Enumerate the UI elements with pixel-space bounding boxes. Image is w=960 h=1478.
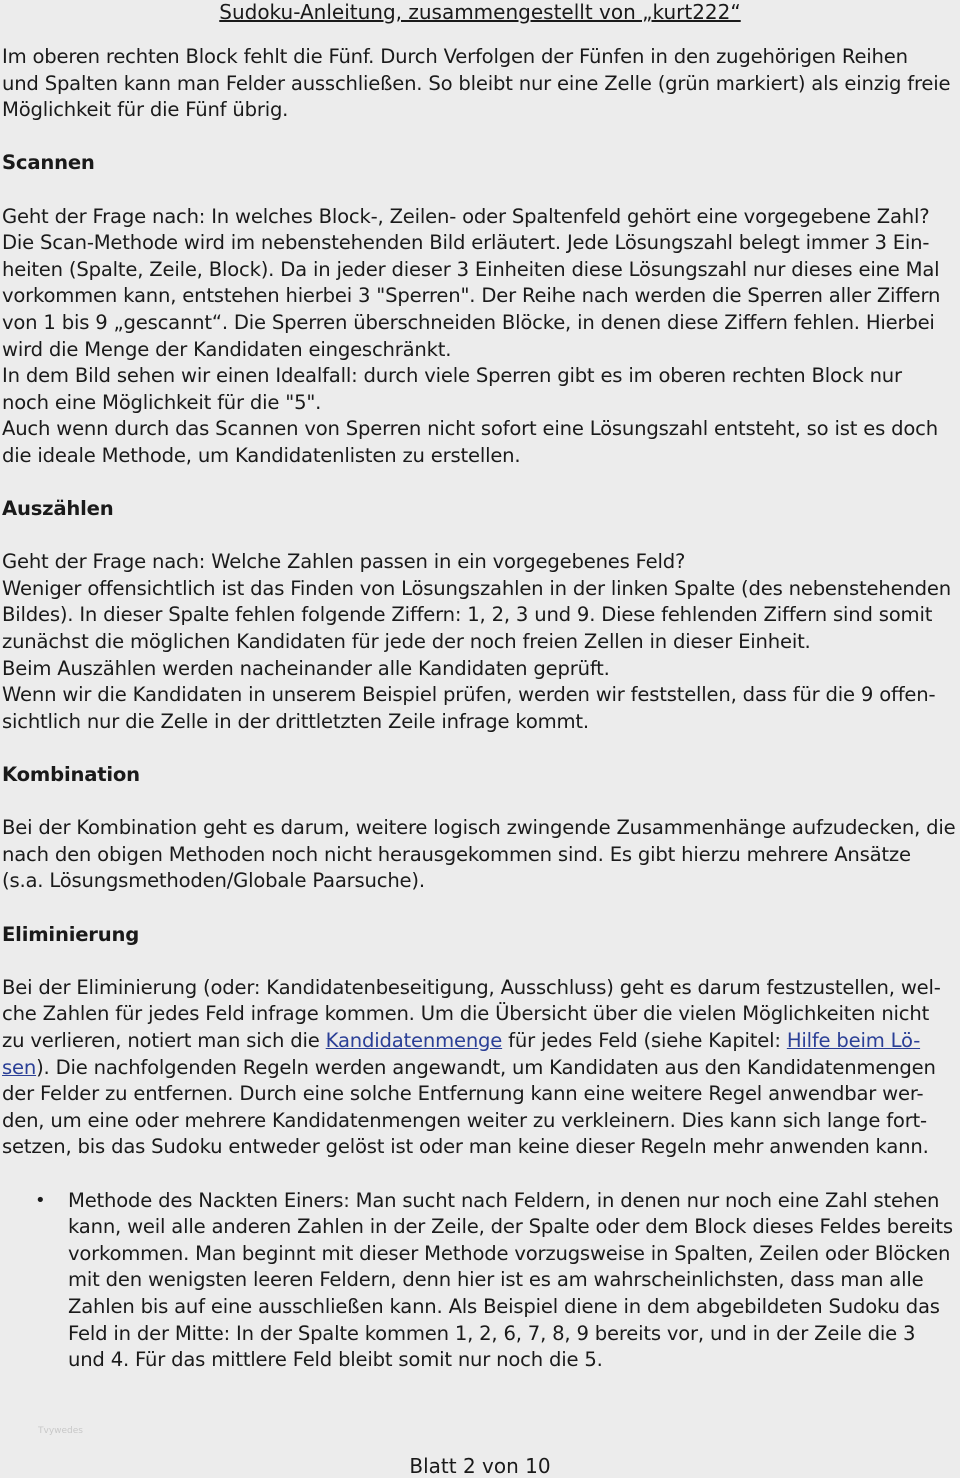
scannen-line: vorkommen kann, entstehen hierbei 3 "Sperren". Der Reihe nach werden die Sperren aller Ziffern bbox=[2, 284, 941, 308]
bullet-list-item bbox=[2, 1188, 960, 1374]
auszaehlen-line: sichtlich nur die Zelle in der drittletzten Zeile infrage kommt. bbox=[2, 709, 589, 733]
bullet-line: kann, weil alle anderen Zahlen in der Zeile, der Spalte oder dem Block dieses Feldes bereits bbox=[68, 1215, 953, 1239]
page-footer bbox=[0, 1454, 960, 1478]
scannen-line: Auch wenn durch das Scannen von Sperren nicht sofort eine Lösungszahl entsteht, so ist es doch bbox=[2, 417, 938, 441]
eliminierung-line: Bei der Eliminierung (oder: Kandidatenbeseitigung, Ausschluss) geht es darum festzustellen, wel- bbox=[2, 975, 941, 999]
document-body bbox=[2, 44, 960, 1374]
kombination-line: Bei der Kombination geht es darum, weitere logisch zwingende Zusammenhänge aufzudecken, die bbox=[2, 816, 956, 840]
intro-paragraph bbox=[2, 44, 960, 124]
eliminierung-line-with-links bbox=[2, 1028, 960, 1055]
page-header bbox=[0, 0, 960, 24]
bullet-line: Zahlen bis auf eine ausschließen kann. Als Beispiel diene in dem abgebildeten Sudoku das bbox=[68, 1294, 940, 1318]
document-title: Sudoku-Anleitung, zusammengestellt von „kurt222“ bbox=[219, 0, 741, 24]
kombination-line: (s.a. Lösungsmethoden/Globale Paarsuche). bbox=[2, 869, 425, 893]
eliminierung-line: setzen, bis das Sudoku entweder gelöst ist oder man keine dieser Regeln mehr anwenden kann. bbox=[2, 1135, 929, 1159]
eliminierung-line: den, um eine oder mehrere Kandidatenmengen weiter zu verkleinern. Dies kann sich lange fort- bbox=[2, 1108, 927, 1132]
auszaehlen-line: Beim Auszählen werden nacheinander alle Kandidaten geprüft. bbox=[2, 656, 610, 680]
scannen-line: In dem Bild sehen wir einen Idealfall: durch viele Sperren gibt es im oberen rechten Block nur bbox=[2, 364, 902, 388]
intro-line: und Spalten kann man Felder ausschließen. So bleibt nur eine Zelle (grün markiert) als einzig freie bbox=[2, 71, 951, 95]
auszaehlen-paragraph bbox=[2, 549, 960, 735]
section-heading-auszaehlen: Auszählen bbox=[2, 497, 114, 521]
bullet-line: Methode des Nackten Einers: Man sucht nach Feldern, in denen nur noch eine Zahl stehen bbox=[68, 1188, 940, 1212]
bullet-line: Feld in der Mitte: In der Spalte kommen 1, 2, 6, 7, 8, 9 bereits vor, und in der Zeile die 3 bbox=[68, 1321, 916, 1345]
eliminierung-text: ). Die nachfolgenden Regeln werden angewandt, um Kandidaten aus den Kandidatenmengen bbox=[36, 1055, 936, 1079]
auszaehlen-line: Bildes). In dieser Spalte fehlen folgende Ziffern: 1, 2, 3 und 9. Diese fehlenden Ziffern sind somit bbox=[2, 603, 933, 627]
intro-line: Im oberen rechten Block fehlt die Fünf. Durch Verfolgen der Fünfen in den zugehörigen Reihen bbox=[2, 45, 908, 68]
bullet-line: vorkommen. Man beginnt mit dieser Methode vorzugsweise in Spalten, Zeilen oder Blöcken bbox=[68, 1241, 951, 1265]
eliminierung-paragraph bbox=[2, 975, 960, 1161]
eliminierung-text: für jedes Feld (siehe Kapitel: bbox=[502, 1028, 787, 1052]
scannen-line: noch eine Möglichkeit für die "5". bbox=[2, 390, 322, 414]
eliminierung-text: zu verlieren, notiert man sich die bbox=[2, 1028, 326, 1052]
bullet-line: und 4. Für das mittlere Feld bleibt somit nur noch die 5. bbox=[68, 1348, 603, 1372]
scannen-line: von 1 bis 9 „gescannt“. Die Sperren überschneiden Blöcke, in denen diese Ziffern fehlen. Hierbei bbox=[2, 310, 935, 334]
bullet-icon: • bbox=[35, 1189, 46, 1211]
auszaehlen-line: zunächst die möglichen Kandidaten für jede der noch freien Zellen in dieser Einheit. bbox=[2, 630, 811, 654]
intro-line: Möglichkeit für die Fünf übrig. bbox=[2, 98, 289, 122]
auszaehlen-line: Weniger offensichtlich ist das Finden von Lösungszahlen in der linken Spalte (des nebenstehenden bbox=[2, 576, 951, 600]
watermark: Tvywedes bbox=[38, 1426, 83, 1436]
section-heading-scannen: Scannen bbox=[2, 151, 95, 175]
kandidatenmenge-link[interactable]: Kandidatenmenge bbox=[325, 1028, 503, 1052]
eliminierung-line-with-link bbox=[2, 1055, 960, 1082]
scannen-line: Geht der Frage nach: In welches Block-, Zeilen- oder Spaltenfeld gehört eine vorgegebene Zahl? bbox=[2, 204, 930, 228]
hilfe-beim-loesen-link-continued[interactable]: sen bbox=[2, 1055, 37, 1079]
kombination-paragraph bbox=[2, 815, 960, 895]
eliminierung-line: che Zahlen für jedes Feld infrage kommen. Um die Übersicht über die vielen Möglichkeiten nicht bbox=[2, 1002, 930, 1026]
page-number: Blatt 2 von 10 bbox=[409, 1454, 551, 1478]
kombination-line: nach den obigen Methoden noch nicht herausgekommen sind. Es gibt hierzu mehrere Ansätze bbox=[2, 842, 911, 866]
scannen-line: die ideale Methode, um Kandidatenlisten zu erstellen. bbox=[2, 443, 521, 467]
hilfe-beim-loesen-link[interactable]: Hilfe beim Lö- bbox=[786, 1028, 921, 1052]
scannen-line: wird die Menge der Kandidaten eingeschränkt. bbox=[2, 337, 452, 361]
auszaehlen-line: Wenn wir die Kandidaten in unserem Beispiel prüfen, werden wir feststellen, dass für die 9 offen- bbox=[2, 683, 936, 707]
section-heading-kombination: Kombination bbox=[2, 763, 140, 787]
scannen-paragraph bbox=[2, 204, 960, 470]
eliminierung-line: der Felder zu entfernen. Durch eine solche Entfernung kann eine weitere Regel anwendbar wer- bbox=[2, 1082, 924, 1106]
scannen-line: Die Scan-Methode wird im nebenstehenden Bild erläutert. Jede Lösungszahl belegt immer 3 Ein- bbox=[2, 231, 930, 255]
bullet-line: mit den wenigsten leeren Feldern, denn hier ist es am wahrscheinlichsten, dass man alle bbox=[68, 1268, 924, 1292]
scannen-line: heiten (Spalte, Zeile, Block). Da in jeder dieser 3 Einheiten diese Lösungszahl nur dieses eine Mal bbox=[2, 257, 940, 281]
auszaehlen-line: Geht der Frage nach: Welche Zahlen passen in ein vorgegebenes Feld? bbox=[2, 550, 686, 574]
section-heading-eliminierung: Eliminierung bbox=[2, 922, 140, 946]
